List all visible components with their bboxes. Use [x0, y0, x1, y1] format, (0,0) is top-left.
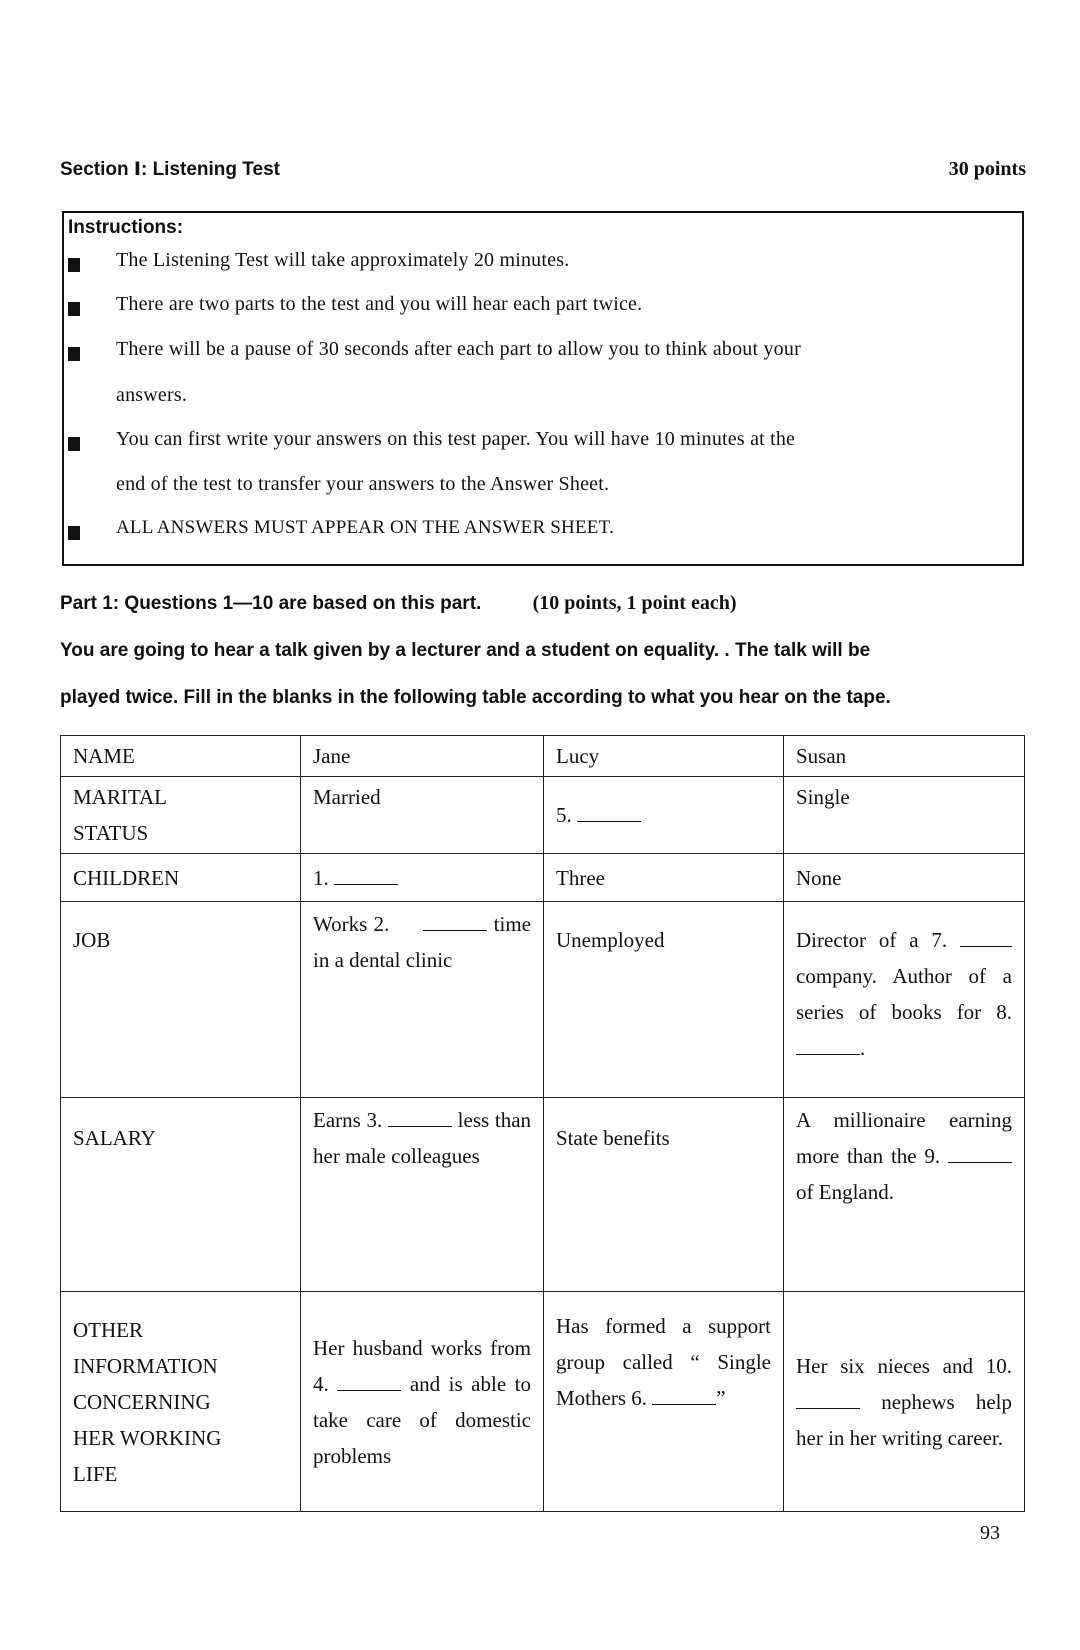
table-row [61, 902, 1025, 1098]
row-label-line: HER WORKING [73, 1425, 222, 1450]
instruction-item: You can first write your answers on this test paper. You will have 10 minutes at the [116, 428, 796, 450]
answer-blank[interactable] [337, 1372, 401, 1391]
part1-description-2: played twice. Fill in the blanks in the following table according to what you hear on the tape. [60, 687, 891, 708]
bullet-icon [68, 347, 80, 361]
table-cell [784, 1292, 1025, 1512]
table-cell: Single [784, 777, 1025, 854]
answer-blank[interactable] [960, 928, 1012, 947]
answer-blank[interactable] [577, 803, 641, 822]
table-cell [784, 902, 1025, 1098]
part1-heading-line [60, 592, 736, 615]
section-points: 30 points [948, 158, 1026, 180]
cell-text: less than her male colleagues [313, 1108, 532, 1168]
row-label-line: MARITAL [73, 785, 167, 809]
cell-text: company. Author of a series of books for [796, 964, 1012, 1024]
table-cell: Three [544, 854, 784, 902]
row-label: CHILDREN [61, 854, 301, 902]
cell-text: Her six nieces and 10. [796, 1353, 1012, 1378]
row-label-line: CONCERNING [73, 1389, 211, 1414]
answer-blank[interactable] [796, 1390, 860, 1409]
table-cell: Married [301, 777, 544, 854]
answer-blank[interactable] [948, 1144, 1012, 1163]
table-cell [301, 902, 544, 1098]
instructions-title: Instructions: [68, 217, 184, 238]
part1-points: (10 points, 1 point each) [532, 592, 737, 614]
header-cell: NAME [61, 736, 301, 777]
cell-text: Works 2. [313, 912, 390, 936]
bullet-icon [68, 526, 80, 540]
section-title: Section Ⅰ: Listening Test [60, 159, 280, 180]
cell-text: time in a dental clinic [313, 912, 531, 972]
cell-text: Earns 3. [313, 1108, 383, 1132]
table-row [61, 854, 1025, 902]
instructions-box [62, 211, 1024, 566]
header-cell: Lucy [544, 736, 784, 777]
cell-text: nephews help her in her writing career. [796, 1389, 1013, 1450]
row-label-line: STATUS [73, 821, 149, 845]
table-row [61, 1098, 1025, 1292]
row-label [61, 1292, 301, 1512]
cell-text: and is able to take care of domestic problems [313, 1371, 532, 1468]
cell-text: . [860, 1036, 866, 1060]
bullet-icon [68, 437, 80, 451]
cell-text: Her husband works from 4. [313, 1335, 531, 1396]
answer-blank[interactable] [796, 1036, 860, 1055]
cell-text: Has formed a support group called “ Single Mothers 6. [556, 1314, 771, 1410]
cell-text: of England. [796, 1180, 894, 1204]
question-number: 1. [313, 865, 329, 890]
section-header [60, 158, 1026, 181]
question-number: 8. [996, 1000, 1013, 1024]
instruction-item: There are two parts to the test and you will hear each part twice. [116, 293, 643, 315]
table-cell [544, 777, 784, 854]
cell-text: A millionaire earning more than the 9. [796, 1108, 1012, 1168]
instruction-item: There will be a pause of 30 seconds after each part to allow you to think about your [116, 338, 801, 360]
table-cell: State benefits [544, 1098, 784, 1292]
answer-blank[interactable] [652, 1386, 716, 1405]
bullet-icon [68, 258, 80, 272]
part1-description-1: You are going to hear a talk given by a lecturer and a student on equality. . The talk will be [60, 640, 871, 661]
row-label-line: OTHER [73, 1317, 143, 1342]
row-label-line: INFORMATION [73, 1353, 218, 1378]
answer-blank[interactable] [423, 912, 487, 931]
table-cell [301, 1098, 544, 1292]
row-label-line: LIFE [73, 1461, 118, 1486]
bullet-icon [68, 302, 80, 316]
cell-text: Director of a 7. [796, 928, 948, 952]
instruction-item: The Listening Test will take approximately 20 minutes. [116, 249, 570, 271]
page-number: 93 [980, 1522, 1000, 1544]
row-label: SALARY [61, 1098, 301, 1292]
table-cell [784, 1098, 1025, 1292]
answer-blank[interactable] [334, 866, 398, 885]
row-label [61, 777, 301, 854]
table-row [61, 736, 1025, 777]
part1-heading: Part 1: Questions 1—10 are based on this part. [60, 593, 482, 614]
answer-table [60, 735, 1025, 1512]
instruction-item: answers. [116, 384, 188, 406]
table-cell: Unemployed [544, 902, 784, 1098]
instruction-item: ALL ANSWERS MUST APPEAR ON THE ANSWER SHEET. [116, 517, 614, 538]
table-cell [301, 1292, 544, 1512]
header-cell: Susan [784, 736, 1025, 777]
table-row [61, 1292, 1025, 1512]
question-number: 5. [556, 803, 572, 827]
cell-text: ” [716, 1386, 726, 1410]
table-row [61, 777, 1025, 854]
table-cell: None [784, 854, 1025, 902]
answer-blank[interactable] [388, 1108, 452, 1127]
table-cell [301, 854, 544, 902]
header-cell: Jane [301, 736, 544, 777]
instruction-item: end of the test to transfer your answers to the Answer Sheet. [116, 473, 610, 495]
row-label: JOB [61, 902, 301, 1098]
table-cell [544, 1292, 784, 1512]
